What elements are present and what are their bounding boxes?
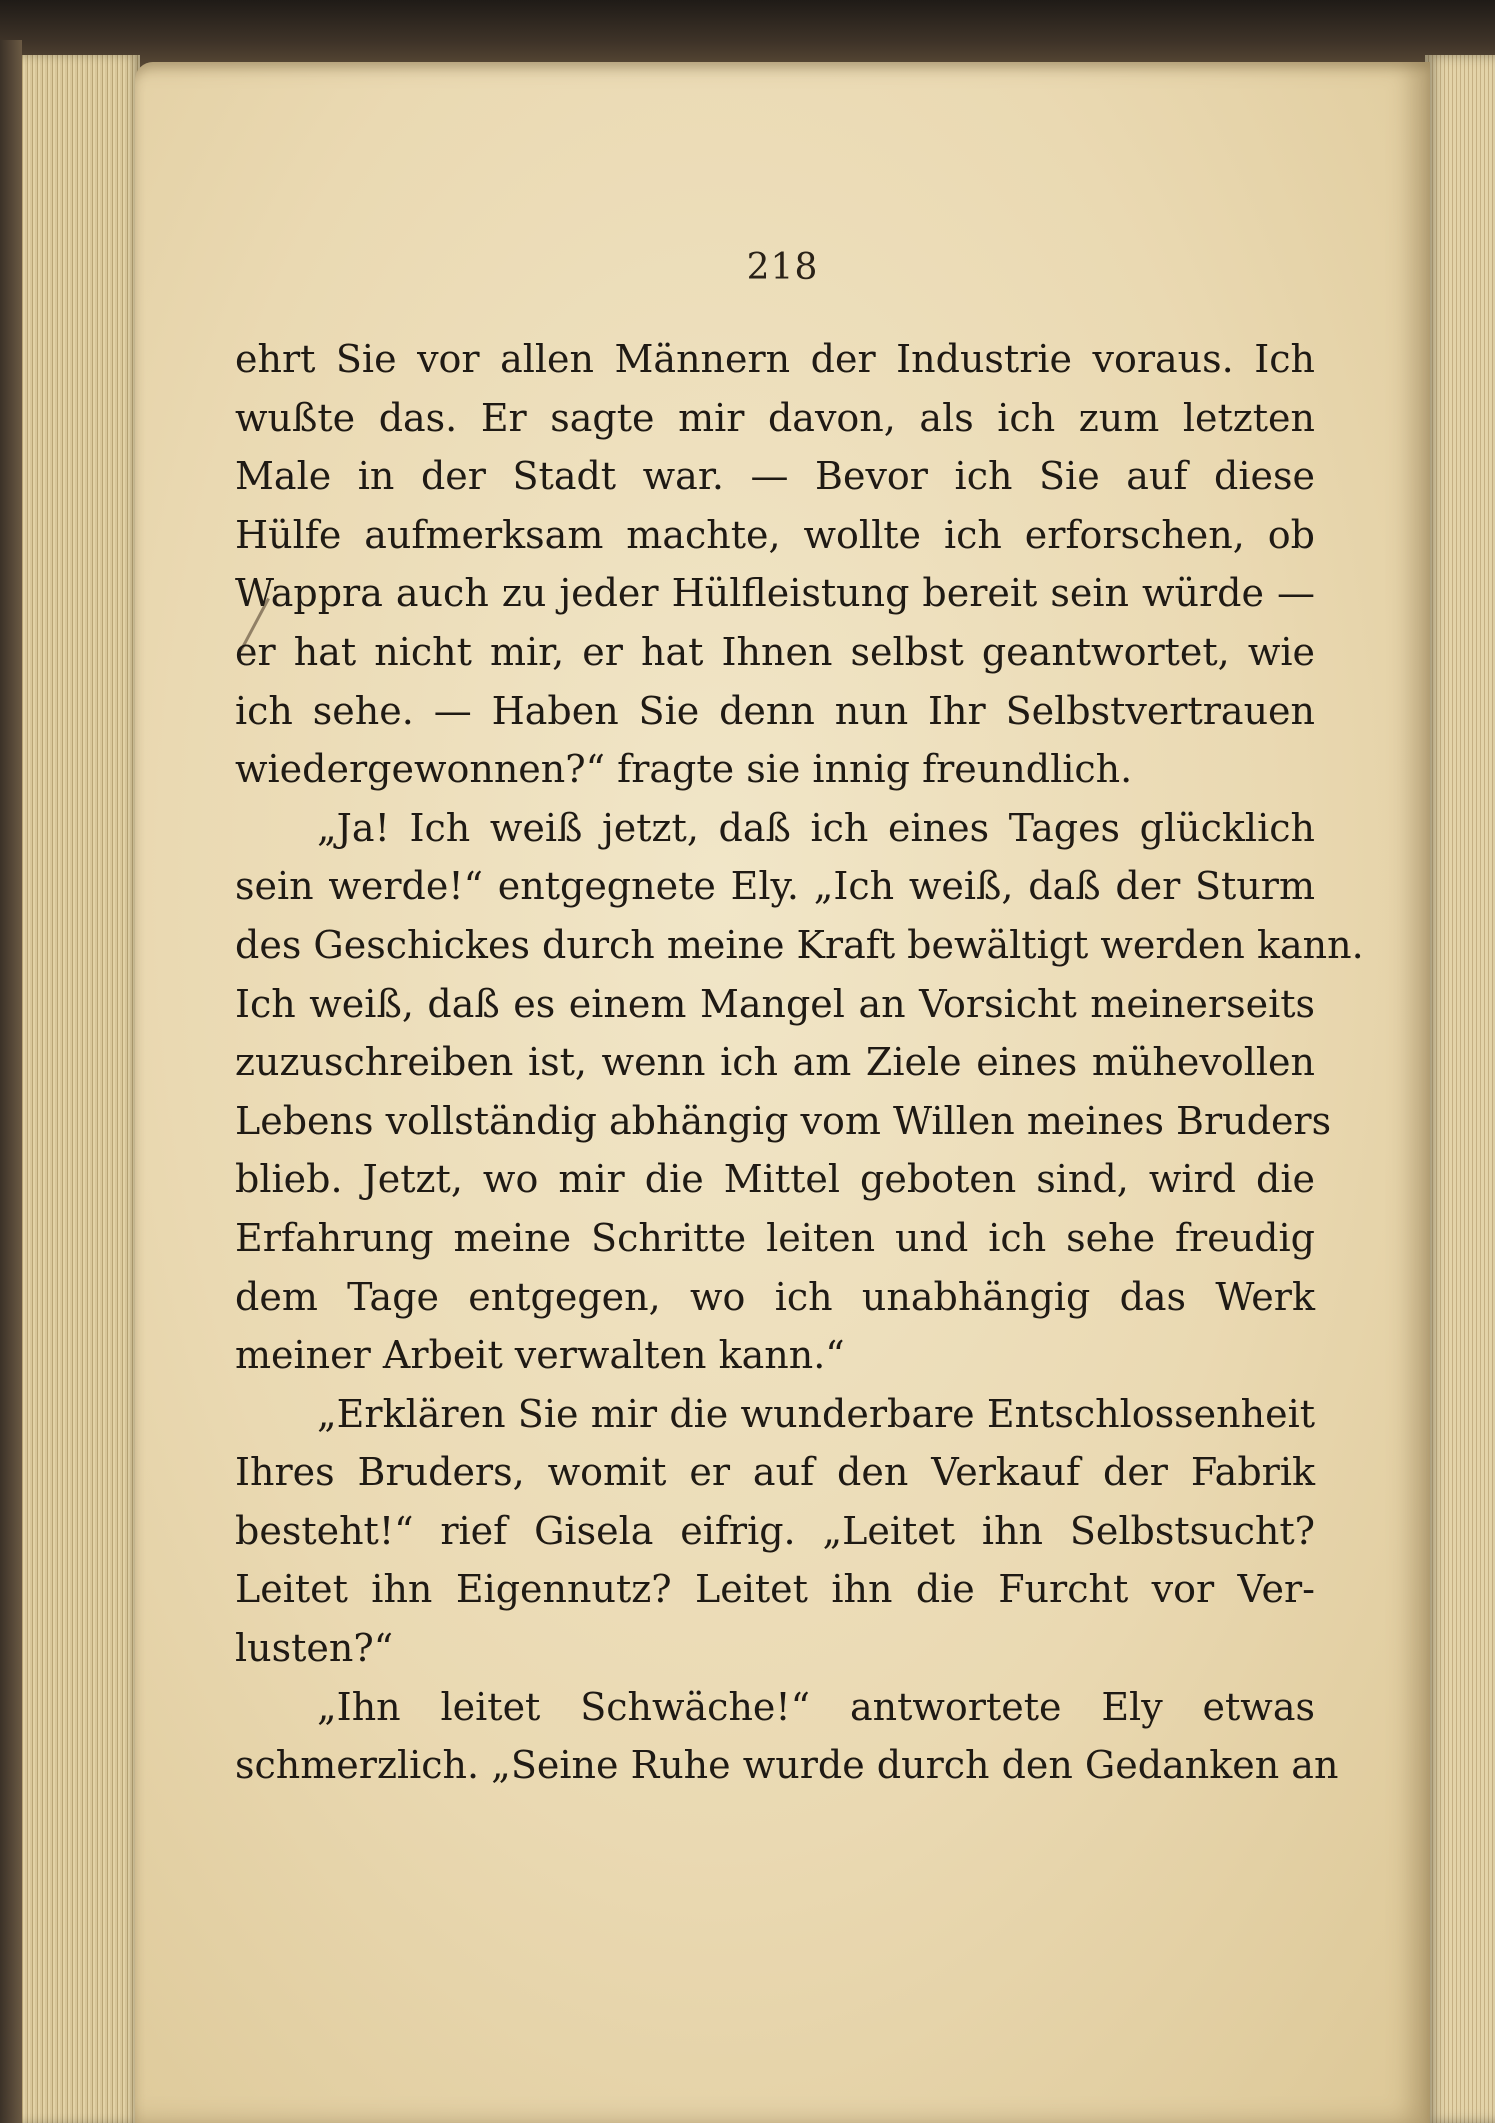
text-line: ehrt Sie vor allen Männern der Industrie voraus. Ich	[235, 337, 1315, 381]
text-line: Wappra auch zu jeder Hülfleistung bereit sein würde —	[235, 571, 1315, 616]
text-line: besteht!“ rief Gisela eifrig. „Leitet ihn Selbstsucht?	[235, 1508, 1315, 1553]
text-line: Ich weiß, daß es einem Mangel an Vorsicht meinerseits	[235, 981, 1315, 1026]
text-line: ich sehe. — Haben Sie denn nun Ihr Selbstvertrauen	[235, 688, 1315, 733]
book-top-edge	[0, 0, 1495, 70]
text-line: Hülfe aufmerksam machte, wollte ich erforschen, ob	[235, 512, 1315, 557]
text-line: er hat nicht mir, er hat Ihnen selbst geantwortet, wie	[235, 629, 1315, 674]
left-cover-edge	[0, 40, 22, 2123]
text-line: dem Tage entgegen, wo ich unabhängig das Werk	[235, 1274, 1315, 1319]
body-text	[235, 330, 1364, 1795]
text-line: sein werde!“ entgegnete Ely. „Ich weiß, daß der Sturm	[235, 864, 1315, 909]
text-line: wiedergewonnen?“ fragte sie innig freundlich.	[235, 747, 1133, 792]
text-line: lusten?“	[235, 1626, 394, 1671]
text-line: Erfahrung meine Schritte leiten und ich sehe freudig	[235, 1215, 1315, 1260]
text-line: meiner Arbeit verwalten kann.“	[235, 1333, 845, 1378]
text-line: des Geschickes durch meine Kraft bewältigt werden kann.	[235, 922, 1364, 967]
paragraph-start-line: „Ihn leitet Schwäche!“ antwortete Ely etwas	[317, 1684, 1315, 1729]
text-line: blieb. Jetzt, wo mir die Mittel geboten sind, wird die	[235, 1157, 1315, 1202]
text-line: Ihres Bruders, womit er auf den Verkauf der Fabrik	[235, 1450, 1315, 1495]
paragraph-start-line: „Ja! Ich weiß jetzt, daß ich eines Tages glücklich	[317, 805, 1315, 850]
paragraph-start-line: „Erklären Sie mir die wunderbare Entschlossenheit	[317, 1391, 1315, 1436]
right-page-stack	[1425, 55, 1495, 2123]
text-line: Lebens vollständig abhängig vom Willen meines Bruders	[235, 1098, 1332, 1143]
page-number: 218	[746, 247, 819, 288]
text-line: wußte das. Er sagte mir davon, als ich zum letzten	[235, 395, 1315, 440]
text-line: Leitet ihn Eigennutz? Leitet ihn die Furcht vor Ver-	[235, 1567, 1315, 1612]
text-line: zuzuschreiben ist, wenn ich am Ziele eines mühevollen	[235, 1040, 1315, 1085]
text-line: Male in der Stadt war. — Bevor ich Sie auf diese	[235, 454, 1315, 499]
text-line: schmerzlich. „Seine Ruhe wurde durch den Gedanken an	[235, 1743, 1339, 1788]
